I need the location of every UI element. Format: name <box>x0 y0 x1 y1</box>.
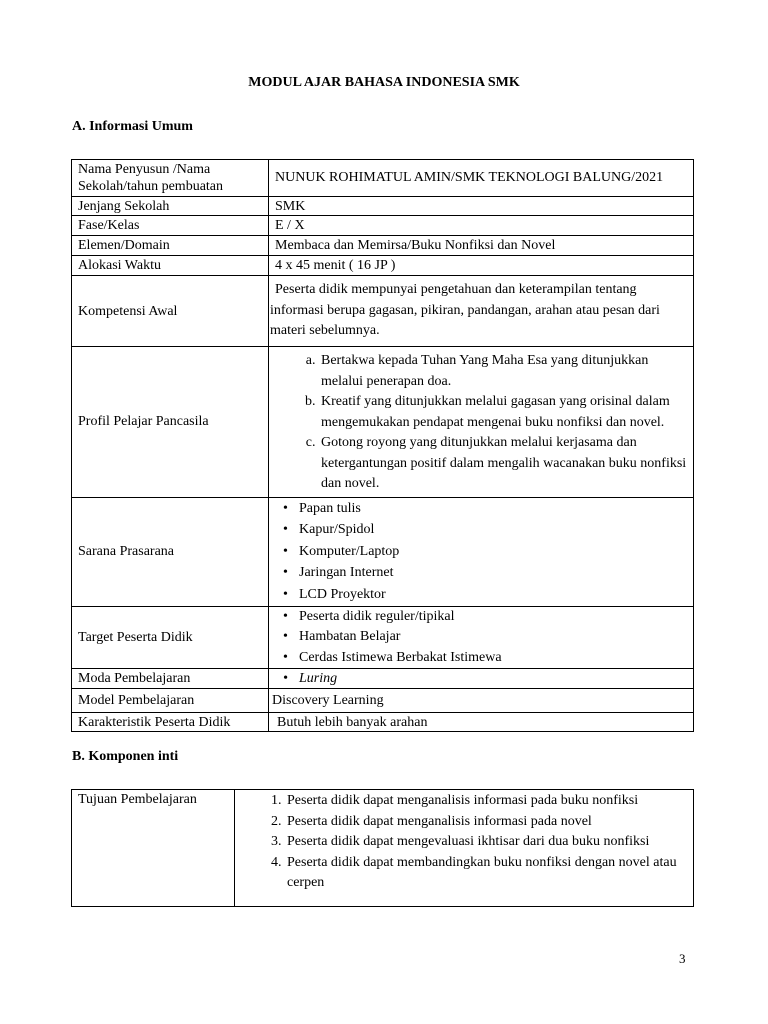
document-title: MODUL AJAR BAHASA INDONESIA SMK <box>248 75 520 90</box>
list-item: a. Bertakwa kepada Tuhan Yang Maha Esa yang ditunjukkan melalui penerapan doa. <box>319 351 687 392</box>
kompetensi-label: Kompetensi Awal <box>72 276 269 347</box>
sarana-label: Sarana Prasarana <box>72 497 269 606</box>
table-row <box>72 197 694 216</box>
target-value <box>269 606 694 669</box>
sarana-list <box>275 498 687 605</box>
profil-value <box>269 347 694 498</box>
list-item: • Kapur/Spidol <box>283 519 687 540</box>
nama-penyusun-value: NUNUK ROHIMATUL AMIN/SMK TEKNOLOGI BALUNG/2021 <box>269 160 694 197</box>
list-item: • LCD Proyektor <box>283 584 687 605</box>
fase-label: Fase/Kelas <box>72 216 269 236</box>
alokasi-label: Alokasi Waktu <box>72 256 269 276</box>
list-item: 3. Peserta didik dapat mengevaluasi ikhtisar dari dua buku nonfiksi <box>285 832 687 853</box>
table-row <box>72 689 694 713</box>
section-heading-komponen-inti: B. Komponen inti <box>72 749 179 764</box>
alokasi-value: 4 x 45 menit ( 16 JP ) <box>269 256 694 276</box>
model-value: Discovery Learning <box>269 689 694 713</box>
jenjang-value: SMK <box>269 197 694 216</box>
target-list <box>275 607 687 669</box>
list-item: • Jaringan Internet <box>283 562 687 583</box>
table-row <box>72 790 694 907</box>
list-item: • Komputer/Laptop <box>283 541 687 562</box>
profil-label: Profil Pelajar Pancasila <box>72 347 269 498</box>
table-row <box>72 669 694 689</box>
profil-list <box>275 351 687 495</box>
list-item: c. Gotong royong yang ditunjukkan melalui kerjasama dan ketergantungan positif dalam mengalih wacanakan buku nonfiksi dan novel. <box>319 433 687 495</box>
table-row <box>72 276 694 347</box>
table-row <box>72 216 694 236</box>
table-row <box>72 606 694 669</box>
karakteristik-value: Butuh lebih banyak arahan <box>269 713 694 732</box>
karakteristik-label: Karakteristik Peserta Didik <box>72 713 269 732</box>
table-row <box>72 347 694 498</box>
section-heading-informasi-umum: A. Informasi Umum <box>72 119 193 134</box>
model-label: Model Pembelajaran <box>72 689 269 713</box>
list-item: b. Kreatif yang ditunjukkan melalui gagasan yang orisinal dalam mengemukakan pendapat mengenai buku nonfiksi dan novel. <box>319 392 687 433</box>
moda-value <box>269 669 694 689</box>
komponen-inti-table <box>71 789 694 907</box>
kompetensi-value: Peserta didik mempunyai pengetahuan dan keterampilan tentang informasi berupa gagasan, pikiran, pandangan, arahan atau pesan dari materi sebelumnya. <box>269 276 694 347</box>
nama-penyusun-label: Nama Penyusun /Nama Sekolah/tahun pembuatan <box>72 160 269 197</box>
list-item: • Papan tulis <box>283 498 687 519</box>
table-row <box>72 236 694 256</box>
table-row <box>72 256 694 276</box>
list-item: • Peserta didik reguler/tipikal <box>283 607 687 628</box>
elemen-value: Membaca dan Memirsa/Buku Nonfiksi dan Novel <box>269 236 694 256</box>
tujuan-value <box>235 790 694 907</box>
list-item: • Luring <box>283 670 687 687</box>
page-number: 3 <box>679 951 686 966</box>
table-row <box>72 160 694 197</box>
sarana-value <box>269 497 694 606</box>
list-item: • Hambatan Belajar <box>283 627 687 648</box>
list-item: 4. Peserta didik dapat membandingkan buku nonfiksi dengan novel atau cerpen <box>285 853 687 894</box>
informasi-umum-table <box>71 159 694 732</box>
moda-label: Moda Pembelajaran <box>72 669 269 689</box>
elemen-label: Elemen/Domain <box>72 236 269 256</box>
tujuan-list <box>241 791 687 894</box>
table-row <box>72 497 694 606</box>
moda-list <box>275 670 687 687</box>
list-item: 1. Peserta didik dapat menganalisis informasi pada buku nonfiksi <box>285 791 687 812</box>
fase-value: E / X <box>269 216 694 236</box>
table-row <box>72 713 694 732</box>
list-item: 2. Peserta didik dapat menganalisis informasi pada novel <box>285 812 687 833</box>
target-label: Target Peserta Didik <box>72 606 269 669</box>
list-item: • Cerdas Istimewa Berbakat Istimewa <box>283 648 687 669</box>
tujuan-label: Tujuan Pembelajaran <box>72 790 235 907</box>
jenjang-label: Jenjang Sekolah <box>72 197 269 216</box>
